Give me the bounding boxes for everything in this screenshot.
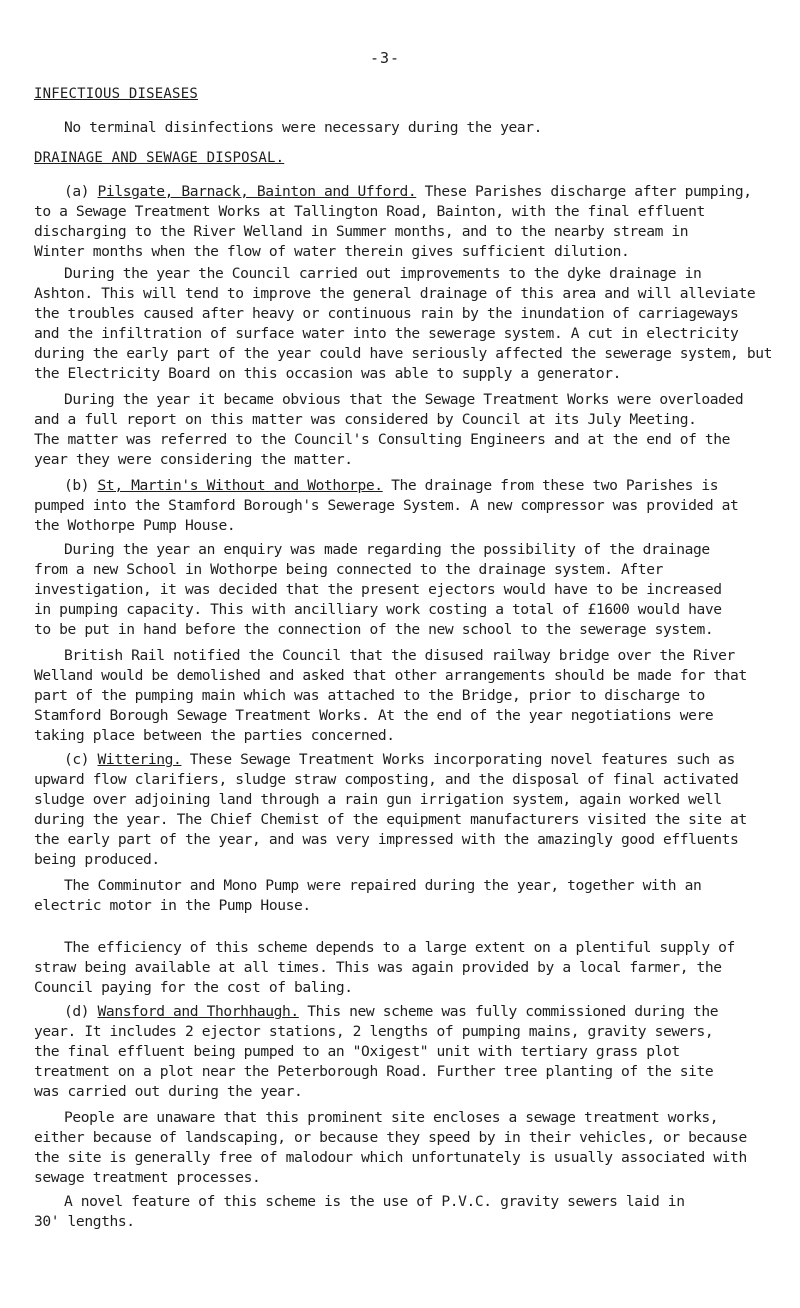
- page-number: -3-: [370, 49, 401, 67]
- heading-infectious-diseases: INFECTIOUS DISEASES: [34, 86, 198, 102]
- paragraph-unaware: People are unaware that this prominent site encloses a sewage treatment works, either because of landscaping, or because they speed by in their vehicles, or because the site is generally free of malodour which unfortunately is usually associated with sewage treatment processes.: [34, 1109, 747, 1186]
- label-c: (c): [64, 751, 98, 768]
- title-d: Wansford and Thorhhaugh.: [97, 1003, 299, 1020]
- text-d: This new scheme was fully commissioned during the year. It includes 2 ejector stations, 2 lengths of pumping mains, gravity sewers, the final effluent being pumped to an "Oxigest" unit with tertiary grass plot treatment on a plot near the Peterborough Road. Further tree planting of the site was carried out during the year.: [34, 1003, 719, 1100]
- text-c: These Sewage Treatment Works incorporating novel features such as upward flow clarifiers, sludge straw composting, and the disposal of final activated sludge over adjoining land through a rain gun irrigation system, again worked well during the year. The Chief Chemist of the equipment manufacturers visited the site at the early part of the year, and was very impressed with the amazingly good effluents being produced.: [34, 751, 747, 868]
- paragraph-a: [34, 182, 776, 262]
- paragraph-overloaded: During the year it became obvious that the Sewage Treatment Works were overloaded and a full report on this matter was considered by Council at its July Meeting. The matter was referred to the Council's Consulting Engineers and at the end of the year they were considering the matter.: [34, 391, 744, 468]
- paragraph-d: [34, 1002, 776, 1102]
- heading-drainage: DRAINAGE AND SEWAGE DISPOSAL.: [34, 150, 285, 166]
- text-a: These Parishes discharge after pumping, to a Sewage Treatment Works at Tallington Road, Bainton, with the final effluent discharging to the River Welland in Summer months, and to the nearby stream in Winter months when the flow of water therein gives sufficient dilution.: [34, 183, 752, 260]
- label-a: (a): [64, 183, 98, 200]
- title-a: Pilsgate, Barnack, Bainton and Ufford.: [97, 183, 417, 200]
- paragraph-comminutor: The Comminutor and Mono Pump were repaired during the year, together with an electric motor in the Pump House.: [34, 877, 702, 914]
- paragraph-british-rail: British Rail notified the Council that the disused railway bridge over the River Welland would be demolished and asked that other arrangements should be made for that part of the pumping main which was attached to the Bridge, prior to discharge to Stamford Borough Sewage Treatment Works. At the end of the year negotiations were taking place between the parties concerned.: [34, 647, 747, 744]
- paragraph-b: [34, 476, 776, 536]
- paragraph-infectious: No terminal disinfections were necessary during the year.: [64, 119, 543, 136]
- paragraph-dyke-drainage: During the year the Council carried out improvements to the dyke drainage in Ashton. This will tend to improve the general drainage of this area and will alleviate the troubles caused after heavy or continuous rain by the inundation of carriageways and the infiltration of surface water into the sewerage system. A cut in electricity during the early part of the year could have seriously affected the sewerage system, but the Electricity Board on this occasion was able to supply a generator.: [34, 265, 772, 382]
- text-b: The drainage from these two Parishes is pumped into the Stamford Borough's Sewerage System. A new compressor was provided at the Wothorpe Pump House.: [34, 477, 739, 534]
- title-b: St, Martin's Without and Wothorpe.: [97, 477, 383, 494]
- paragraph-novel-feature: A novel feature of this scheme is the use of P.V.C. gravity sewers laid in 30' lengths.: [34, 1193, 685, 1230]
- label-d: (d): [64, 1003, 98, 1020]
- title-c: Wittering.: [97, 751, 182, 768]
- paragraph-efficiency: The efficiency of this scheme depends to a large extent on a plentiful supply of straw being available at all times. This was again provided by a local farmer, the Council paying for the cost of baling.: [34, 939, 735, 996]
- paragraph-c: [34, 750, 776, 870]
- label-b: (b): [64, 477, 98, 494]
- paragraph-enquiry: During the year an enquiry was made regarding the possibility of the drainage from a new School in Wothorpe being connected to the drainage system. After investigation, it was decided that the present ejectors would have to be increased in pumping capacity. This with ancilliary work costing a total of £1600 would have to be put in hand before the connection of the new school to the sewerage system.: [34, 541, 722, 638]
